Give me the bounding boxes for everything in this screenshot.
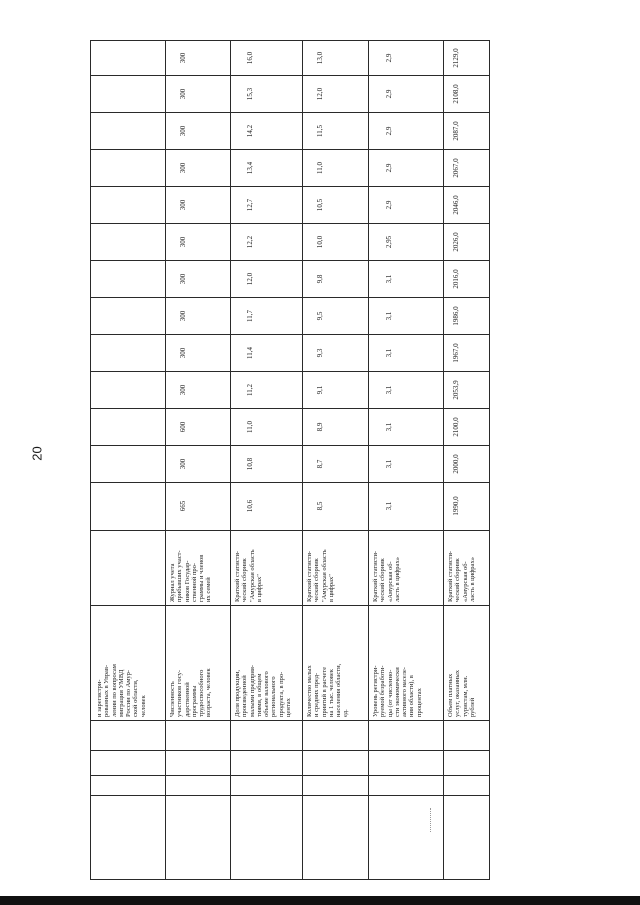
table-line bbox=[90, 186, 490, 187]
row-2-source-cell bbox=[230, 530, 302, 605]
value-cell: 3,1 bbox=[385, 348, 393, 357]
row-3-source-cell bbox=[302, 530, 368, 605]
value-cell: 300 bbox=[179, 52, 188, 63]
value-cell: 2,95 bbox=[385, 235, 393, 248]
value-cell: 2129,0 bbox=[451, 47, 460, 68]
scan-edge-bar bbox=[0, 896, 640, 905]
value-cell: 300 bbox=[179, 458, 188, 469]
row-3-source: Краткий статисти- ческий сборник "Амурская область в цифрах" bbox=[306, 549, 335, 602]
value-cell: 9,1 bbox=[316, 385, 325, 394]
value-cell: 2046,0 bbox=[451, 194, 460, 215]
row-5-source-cell bbox=[443, 530, 489, 605]
value-cell: 600 bbox=[179, 421, 188, 432]
value-cell: 300 bbox=[179, 125, 188, 136]
value-cell: 9,8 bbox=[316, 274, 325, 283]
value-cell: 300 bbox=[179, 384, 188, 395]
table-line bbox=[230, 40, 231, 880]
table-line bbox=[90, 371, 490, 372]
table-line bbox=[90, 775, 490, 776]
table-border-right bbox=[489, 40, 490, 880]
table-line bbox=[90, 750, 490, 751]
value-cell: 300 bbox=[179, 199, 188, 210]
value-cell: 3,1 bbox=[385, 422, 393, 431]
value-cell: 300 bbox=[179, 347, 188, 358]
table-border-top bbox=[90, 40, 490, 41]
table-border-bottom bbox=[90, 879, 490, 880]
row-2-label-cell bbox=[230, 605, 302, 720]
value-cell: 2016,0 bbox=[451, 268, 460, 289]
row-5-label-cell bbox=[443, 605, 489, 720]
table-line bbox=[90, 408, 490, 409]
value-cell: 300 bbox=[179, 88, 188, 99]
value-cell: 10,0 bbox=[316, 235, 325, 248]
value-cell: 10,8 bbox=[246, 457, 255, 470]
value-cell: 2,9 bbox=[385, 126, 393, 135]
indicators-table bbox=[90, 40, 490, 880]
value-cell: 2067,0 bbox=[451, 157, 460, 178]
row-3-label: Количество малых и средних пред- приятий в расчете на 1 тыс. человек населения области, ед. bbox=[306, 663, 350, 717]
value-cell: 12,2 bbox=[246, 235, 255, 248]
value-cell: 9,5 bbox=[316, 311, 325, 320]
value-cell: 3,1 bbox=[385, 274, 393, 283]
value-cell: 2026,0 bbox=[451, 231, 460, 252]
value-cell: 2000,0 bbox=[451, 453, 460, 474]
value-cell: 11,0 bbox=[316, 161, 325, 174]
value-cell: 11,0 bbox=[246, 420, 255, 433]
value-cell: 3,1 bbox=[385, 385, 393, 394]
value-cell: 11,2 bbox=[246, 383, 255, 396]
row-1-source: Журнал учета прибывших участ- ников Государ- ственной про- граммы и членов их семей bbox=[169, 550, 213, 602]
value-cell: 8,9 bbox=[316, 422, 325, 431]
value-cell: 12,0 bbox=[246, 272, 255, 285]
value-cell: 11,4 bbox=[246, 346, 255, 359]
table-line bbox=[90, 445, 490, 446]
row-4-source: Краткий статисти- ческий сборник «Амурская об- ласть в цифрах» bbox=[372, 550, 401, 602]
row-2-source: Краткий статисти- ческий сборник "Амурская область в цифрах" bbox=[234, 549, 263, 602]
value-cell: 11,5 bbox=[316, 124, 325, 137]
table-line bbox=[90, 260, 490, 261]
value-cell: 14,2 bbox=[246, 124, 255, 137]
table-line bbox=[90, 720, 490, 721]
row-4-label: Уровень регистри- руемой безработи- цы (от численно- сти экономически активного населе- ния области), в процентах bbox=[372, 665, 423, 717]
value-cell: 2108,0 bbox=[451, 83, 460, 104]
row-3-label-cell bbox=[302, 605, 368, 720]
row-4-label-cell bbox=[368, 605, 443, 720]
row-5-source: Краткий статисти- ческий сборник «Амурская об- ласть в цифрах» bbox=[447, 550, 476, 602]
table-line bbox=[368, 40, 369, 880]
row-1-label-cell bbox=[165, 605, 230, 720]
value-cell: 11,7 bbox=[246, 309, 255, 322]
value-cell: 12,0 bbox=[316, 87, 325, 100]
value-cell: 2,9 bbox=[385, 200, 393, 209]
value-cell: 300 bbox=[179, 273, 188, 284]
row-0-label: и зарегистри- рованных в Управ- лении по вопросам миграции УМВД России по Амур- ской области, человек bbox=[96, 664, 147, 717]
value-cell: 2087,0 bbox=[451, 120, 460, 141]
value-cell: 10,5 bbox=[316, 198, 325, 211]
table-line bbox=[90, 795, 490, 796]
margin-mark bbox=[430, 808, 432, 832]
value-cell: 2,9 bbox=[385, 163, 393, 172]
value-cell: 1986,0 bbox=[451, 305, 460, 326]
value-cell: 9,3 bbox=[316, 348, 325, 357]
page-number: 20 bbox=[29, 446, 45, 461]
value-cell: 2,9 bbox=[385, 89, 393, 98]
row-5-label: Объем платных услуг, оказанных туристам, млн. рублей bbox=[447, 669, 476, 717]
table-line bbox=[90, 297, 490, 298]
value-cell: 300 bbox=[179, 236, 188, 247]
table-line bbox=[302, 40, 303, 880]
table-line bbox=[165, 40, 166, 880]
table-line bbox=[90, 482, 490, 483]
value-cell: 3,1 bbox=[385, 311, 393, 320]
value-cell: 13,4 bbox=[246, 161, 255, 174]
value-cell: 12,7 bbox=[246, 198, 255, 211]
value-cell: 300 bbox=[179, 162, 188, 173]
value-cell: 1990,0 bbox=[451, 496, 460, 516]
table-line bbox=[90, 334, 490, 335]
value-cell: 3,1 bbox=[385, 459, 393, 468]
table-line bbox=[90, 149, 490, 150]
table-line bbox=[90, 223, 490, 224]
value-cell: 15,3 bbox=[246, 87, 255, 100]
value-cell: 2053,9 bbox=[451, 379, 460, 400]
row-1-source-cell bbox=[165, 530, 230, 605]
value-cell: 13,0 bbox=[316, 51, 325, 64]
row-1-label: Численность участников госу- дарственной программы трудоспособного возраста, человек bbox=[169, 668, 213, 717]
value-cell: 16,0 bbox=[246, 51, 255, 64]
value-cell: 300 bbox=[179, 310, 188, 321]
value-cell: 665 bbox=[179, 500, 188, 512]
table-line bbox=[90, 75, 490, 76]
table-line bbox=[90, 112, 490, 113]
table-line bbox=[443, 40, 444, 880]
value-cell: 10,6 bbox=[246, 499, 255, 513]
value-cell: 8,5 bbox=[316, 501, 325, 511]
table-border-left bbox=[90, 40, 91, 880]
value-cell: 1967,0 bbox=[451, 342, 460, 363]
value-cell: 3,1 bbox=[385, 501, 393, 511]
row-0-label-cell bbox=[90, 605, 165, 720]
row-4-source-cell bbox=[368, 530, 443, 605]
row-2-label: Доля продукции, произведенной малыми предприя- тиями, в общем объеме валового регионального продукта, в про- центах bbox=[234, 664, 292, 717]
value-cell: 2100,0 bbox=[451, 416, 460, 437]
value-cell: 2,9 bbox=[385, 53, 393, 62]
value-cell: 8,7 bbox=[316, 459, 325, 468]
